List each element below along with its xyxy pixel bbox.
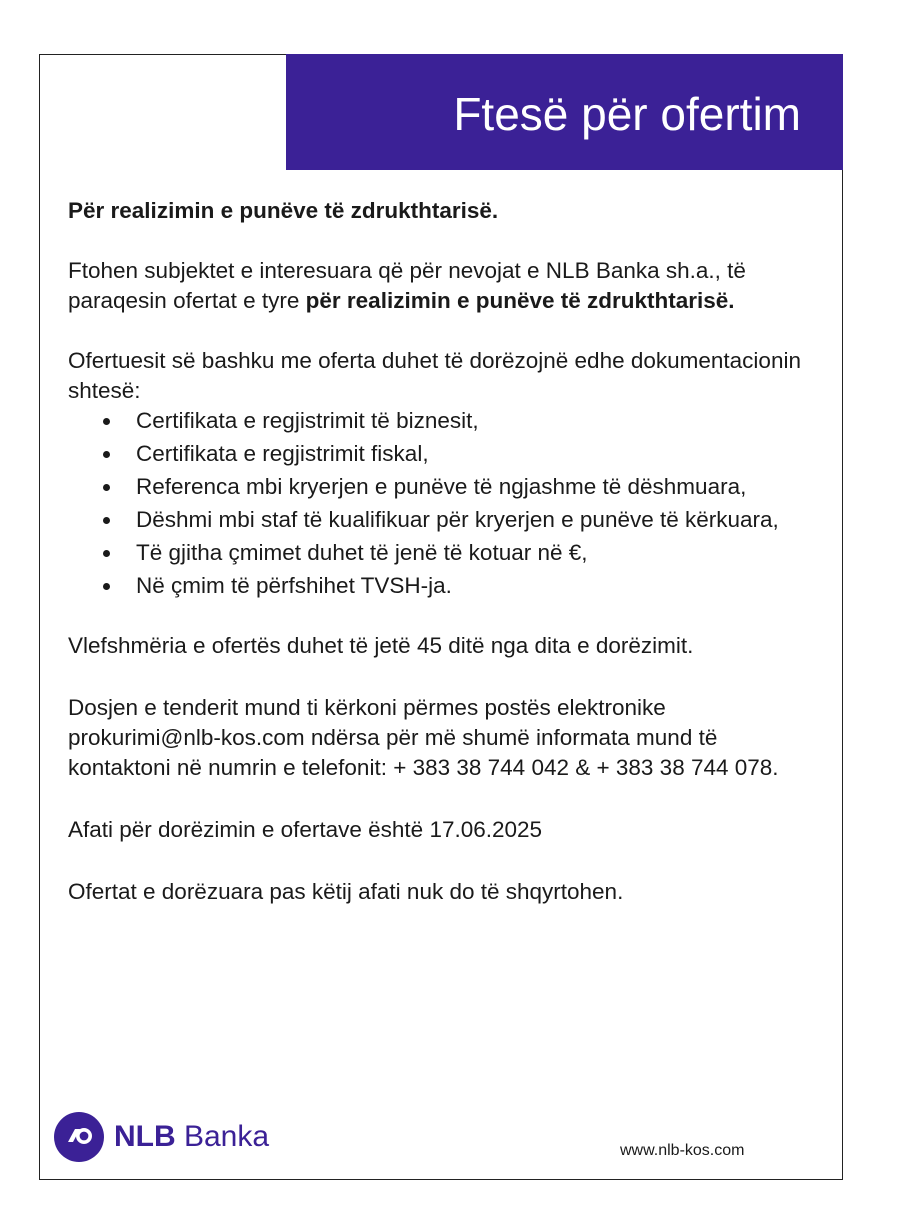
logo-wordmark — [114, 1112, 269, 1162]
documents-list — [68, 406, 818, 601]
logo-wordmark-bold: NLB — [114, 1120, 176, 1153]
late-notice-paragraph: Ofertat e dorëzuara pas këtij afati nuk do të shqyrtohen. — [68, 879, 624, 904]
nlb-logo — [54, 1112, 269, 1162]
documents-intro: Ofertuesit së bashku me oferta duhet të dorëzojnë edhe dokumentacionin shtesë: — [68, 348, 801, 403]
intro-emphasis: për realizimin e punëve të zdrukthtarisë. — [305, 288, 735, 313]
subject-line: Për realizimin e punëve të zdrukthtarisë. — [68, 198, 499, 223]
website-url: www.nlb-kos.com — [620, 1142, 745, 1159]
validity-paragraph: Vlefshmëria e ofertës duhet të jetë 45 ditë nga dita e dorëzimit. — [68, 633, 694, 658]
document-body — [68, 196, 818, 907]
nlb-logo-icon — [54, 1112, 104, 1162]
list-item: Certifikata e regjistrimit fiskal, — [136, 439, 818, 469]
list-item: Dëshmi mbi staf të kualifikuar për kryerjen e punëve të kërkuara, — [136, 505, 818, 535]
contact-paragraph: Dosjen e tenderit mund ti kërkoni përmes postës elektronike prokurimi@nlb-kos.com ndërsa për më shumë informata mund të kontaktoni në numrin e telefonit: + 383 38 744 042 & + 383 38 744 078. — [68, 695, 779, 780]
intro-text: Ftohen subjektet e interesuara që për nevojat e NLB Banka sh.a., të paraqesin ofertat e tyre — [68, 258, 746, 313]
intro-paragraph — [68, 256, 818, 316]
list-item: Në çmim të përfshihet TVSH-ja. — [136, 571, 818, 601]
page-title: Ftesë për ofertim — [453, 88, 801, 140]
list-item: Certifikata e regjistrimit të biznesit, — [136, 406, 818, 436]
deadline-paragraph: Afati për dorëzimin e ofertave është 17.06.2025 — [68, 817, 543, 842]
logo-wordmark-rest: Banka — [175, 1120, 270, 1153]
list-item: Të gjitha çmimet duhet të jenë të kotuar në €, — [136, 538, 818, 568]
title-banner — [286, 54, 843, 170]
list-item: Referenca mbi kryerjen e punëve të ngjashme të dëshmuara, — [136, 472, 818, 502]
